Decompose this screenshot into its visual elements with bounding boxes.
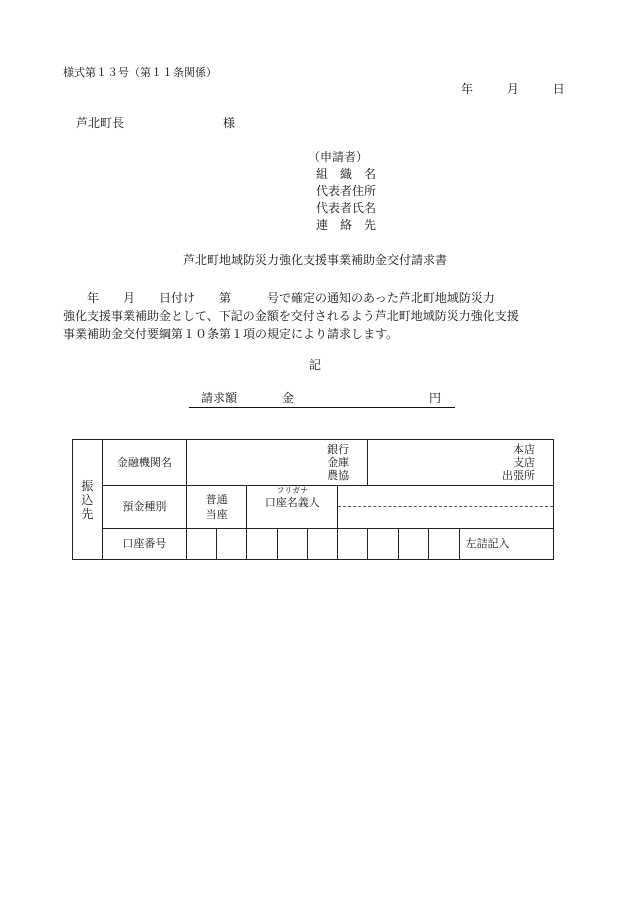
account-digit-cell[interactable] (247, 529, 278, 560)
addressee (76, 116, 236, 130)
account-number-label: 口座番号 (102, 529, 186, 560)
table-row (73, 486, 554, 529)
amount-kin: 金 (282, 391, 295, 405)
amount-line (189, 391, 455, 408)
body-line: 強化支援事業補助金として、下記の金額を交付されるよう芦北町地域防災力強化支援 (63, 309, 519, 323)
account-digit-cell[interactable] (368, 529, 399, 560)
date-month: 月 (506, 82, 519, 96)
account-holder-field[interactable] (338, 486, 554, 529)
institution-label: 金融機関名 (102, 440, 186, 486)
account-digit-cell[interactable] (278, 529, 308, 560)
account-digit-cell[interactable] (308, 529, 338, 560)
amount-label: 請求額 (201, 391, 238, 405)
applicant-contact-label: 連 絡 先 (316, 218, 377, 232)
deposit-type-field[interactable]: 普通 当座 (187, 486, 247, 529)
table-row (73, 529, 554, 560)
applicant-org-label: 組 織 名 (316, 167, 377, 181)
transfer-destination-label: 振 込 先 (73, 440, 103, 560)
account-digit-cell[interactable] (187, 529, 217, 560)
applicant-address-label: 代表者住所 (316, 184, 377, 198)
date-line (461, 82, 565, 96)
body-line: 年 月 日付け 第 号で確定の通知のあった芦北町地域防災力 (63, 291, 495, 305)
form-number: 様式第１３号（第１１条関係） (63, 66, 217, 79)
applicant-block (308, 150, 376, 235)
date-day: 日 (552, 82, 565, 96)
account-digit-cell[interactable] (217, 529, 247, 560)
applicant-rep-label: 代表者氏名 (316, 201, 377, 215)
body-text (63, 289, 581, 343)
ki-heading: 記 (308, 358, 321, 372)
branch-name-field[interactable]: 本店 支店 出張所 (368, 440, 554, 486)
body-line: 事業補助金交付要綱第１０条第１項の規定により請求します。 (63, 327, 399, 341)
deposit-type-label: 預金種別 (102, 486, 186, 529)
addressee-name: 芦北町長 (76, 116, 125, 130)
amount-yen: 円 (429, 391, 442, 405)
account-holder-label: フリガナ 口座名義人 (247, 486, 338, 529)
table-row (73, 440, 554, 486)
account-digit-cell[interactable] (338, 529, 368, 560)
date-year: 年 (461, 82, 474, 96)
account-digit-cell[interactable] (428, 529, 459, 560)
addressee-honorific: 様 (223, 116, 236, 130)
account-note: 左詰記入 (459, 529, 553, 560)
institution-name-field[interactable]: 銀行 金庫 農協 (187, 440, 368, 486)
account-digit-cell[interactable] (398, 529, 428, 560)
applicant-label: （申請者） (308, 150, 369, 164)
bank-transfer-table (72, 439, 554, 560)
document-title: 芦北町地域防災力強化支援事業補助金交付請求書 (182, 253, 447, 267)
